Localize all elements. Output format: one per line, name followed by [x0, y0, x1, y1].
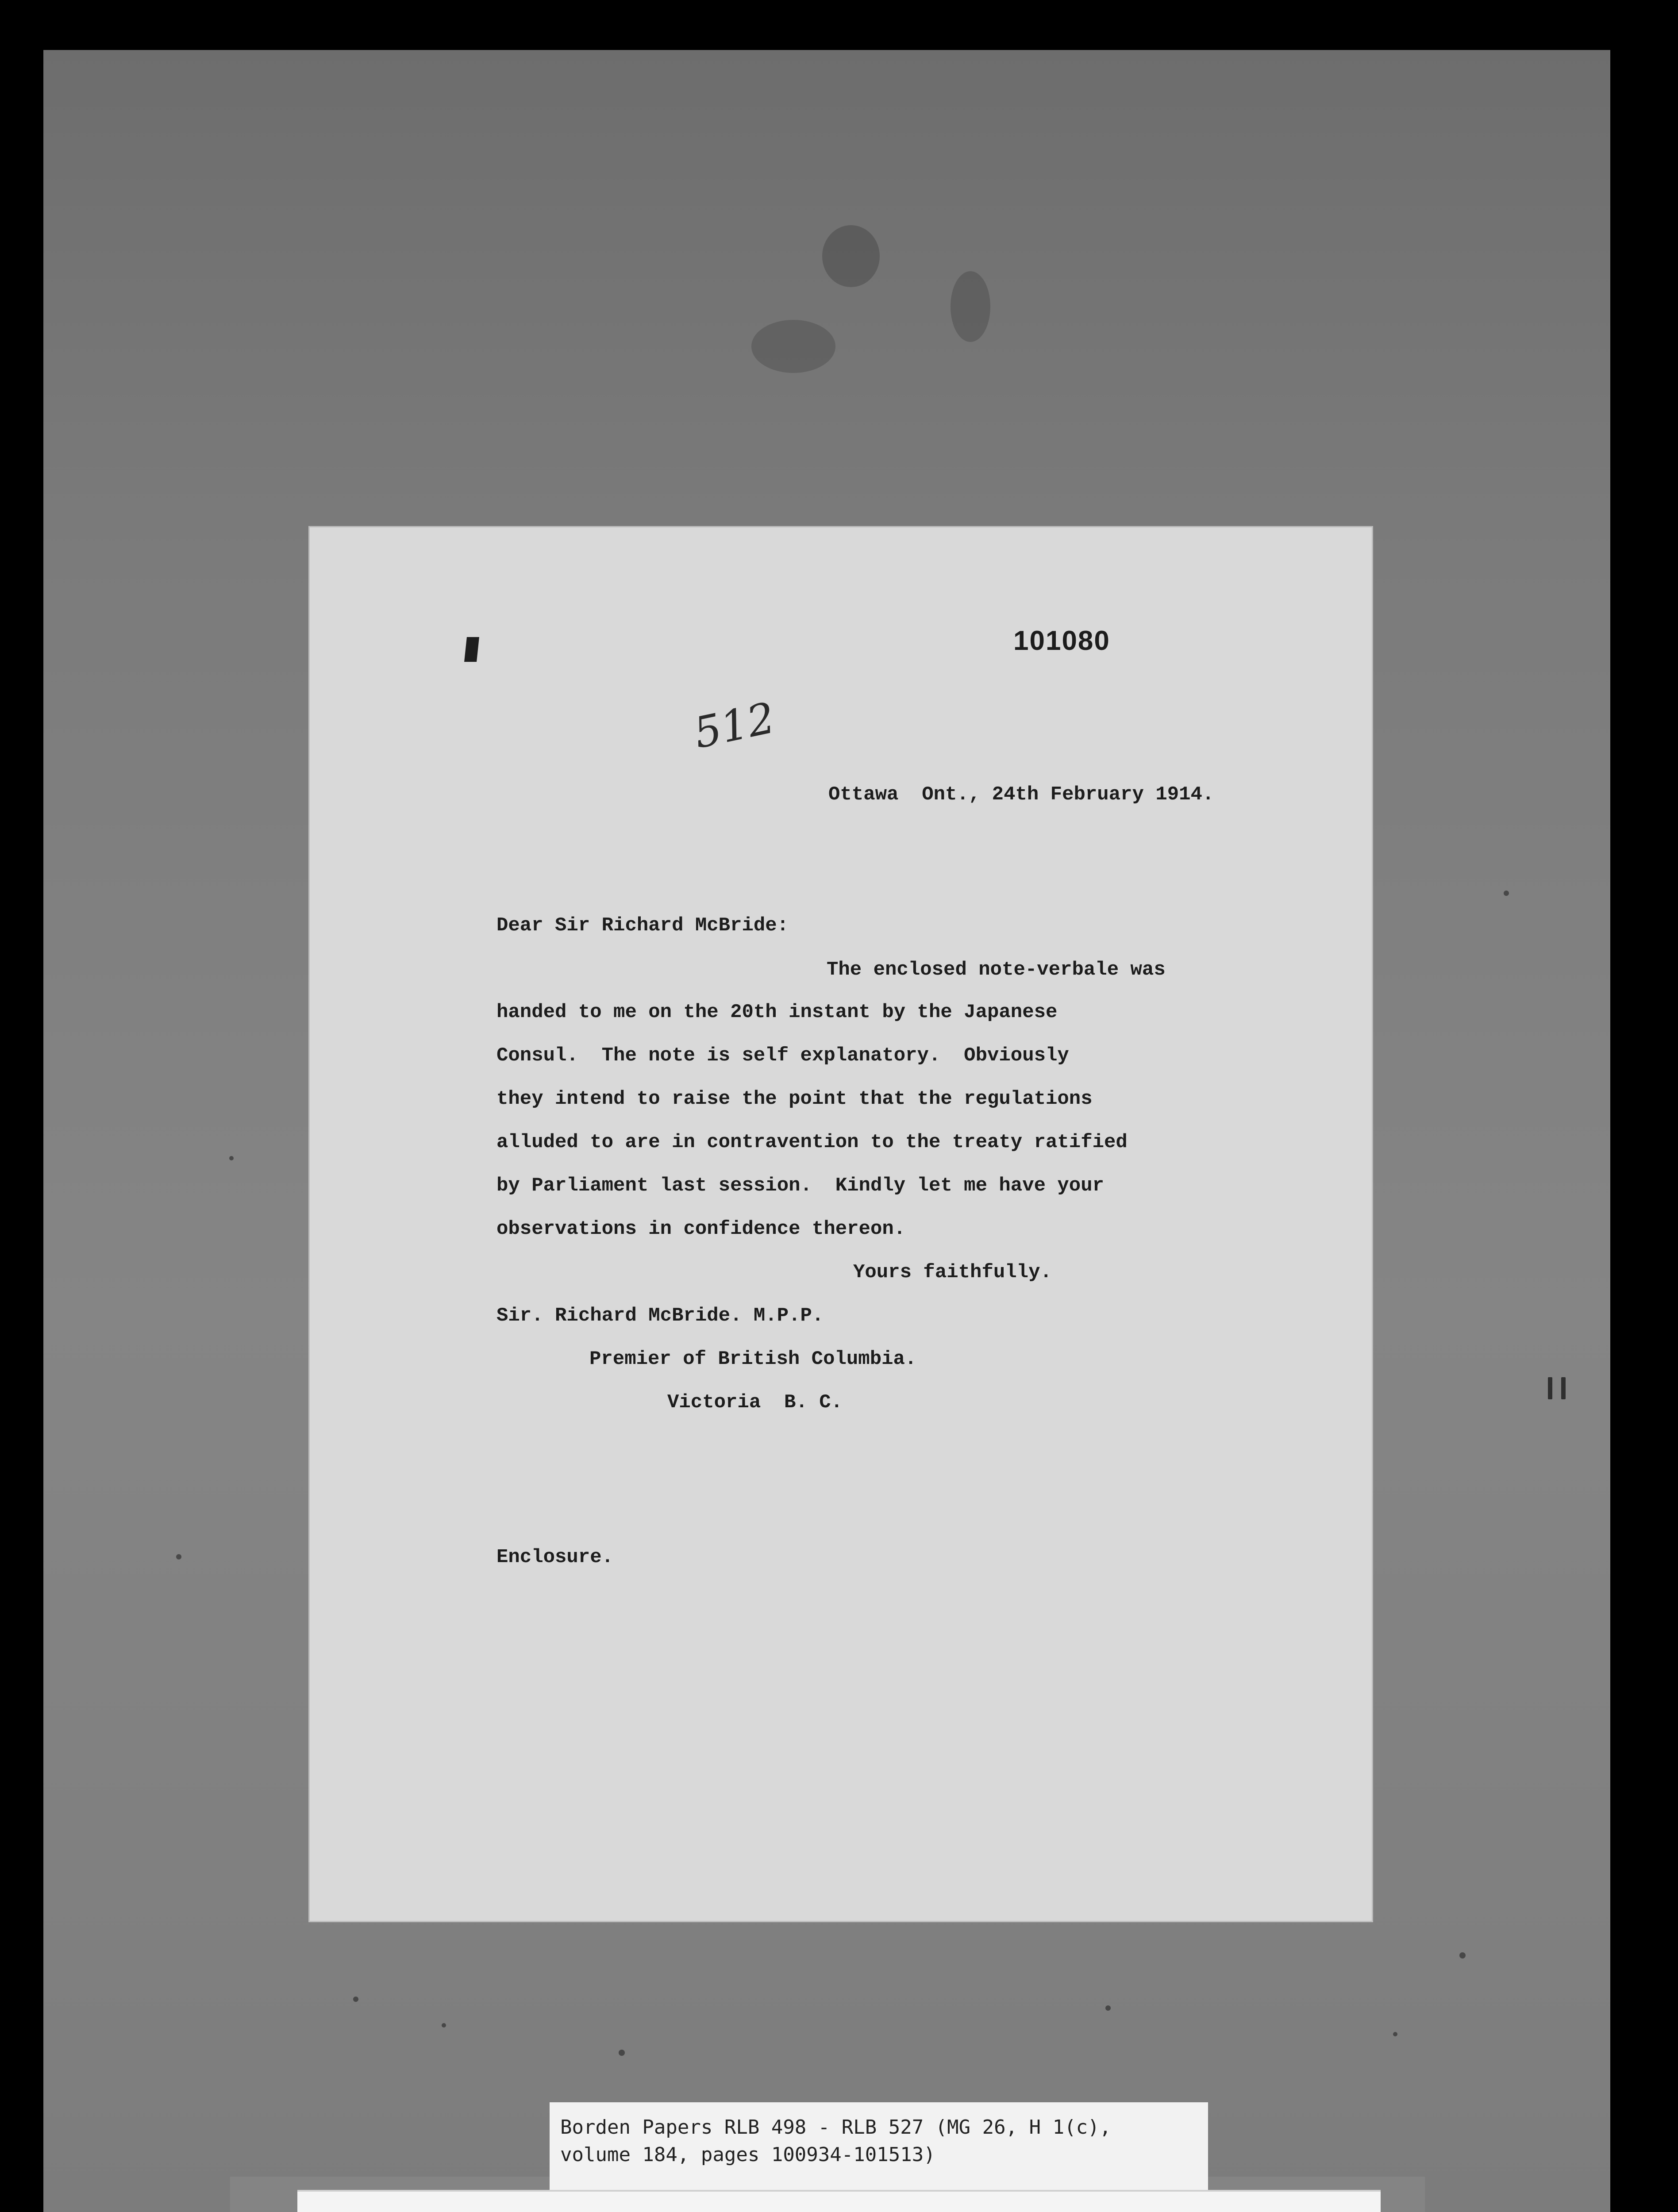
citation-line: volume 184, pages 100934-101513): [560, 2143, 935, 2166]
salutation: Dear Sir Richard McBride:: [496, 914, 789, 937]
body-line: by Parliament last session. Kindly let me have your: [496, 1175, 1105, 1197]
archives-label: [297, 2190, 1381, 2212]
speck: [353, 1997, 358, 2002]
scratch-mark: [1548, 1377, 1552, 1399]
addressee-line: Sir. Richard McBride. M.P.P.: [496, 1305, 824, 1327]
speck: [1393, 2032, 1397, 2036]
speck: [229, 1156, 234, 1160]
speck: [176, 1554, 181, 1559]
stain: [822, 225, 880, 287]
body-line: observations in confidence thereon.: [496, 1218, 906, 1240]
body-line: Consul. The note is self explanatory. Obviously: [496, 1045, 1069, 1067]
body-line: alluded to are in contravention to the treaty ratified: [496, 1131, 1128, 1153]
citation-label: [550, 2102, 1208, 2190]
ink-mark: [464, 637, 479, 662]
folio-number: 101080: [1013, 626, 1110, 656]
closing: Yours faithfully.: [853, 1261, 1052, 1283]
speck: [1459, 1952, 1466, 1959]
enclosure-note: Enclosure.: [496, 1546, 614, 1568]
addressee-line: Victoria B. C.: [667, 1391, 843, 1413]
body-line: they intend to raise the point that the regulations: [496, 1088, 1093, 1110]
citation-line: Borden Papers RLB 498 - RLB 527 (MG 26, H 1(c),: [560, 2116, 1112, 2139]
speck: [1504, 891, 1509, 896]
stain: [751, 320, 835, 373]
body-line: The enclosed note-verbale was: [827, 959, 1166, 981]
addressee-line: Premier of British Columbia.: [589, 1348, 917, 1370]
letter-sheet: [310, 527, 1372, 1921]
pencil-note: 512: [689, 693, 779, 758]
body-line: handed to me on the 20th instant by the Japanese: [496, 1001, 1058, 1023]
stain: [951, 271, 990, 342]
scratch-mark: [1561, 1377, 1566, 1399]
speck: [619, 2050, 625, 2056]
speck: [1105, 2005, 1111, 2011]
speck: [442, 2023, 446, 2028]
place-date: Ottawa Ont., 24th February 1914.: [828, 783, 1214, 806]
